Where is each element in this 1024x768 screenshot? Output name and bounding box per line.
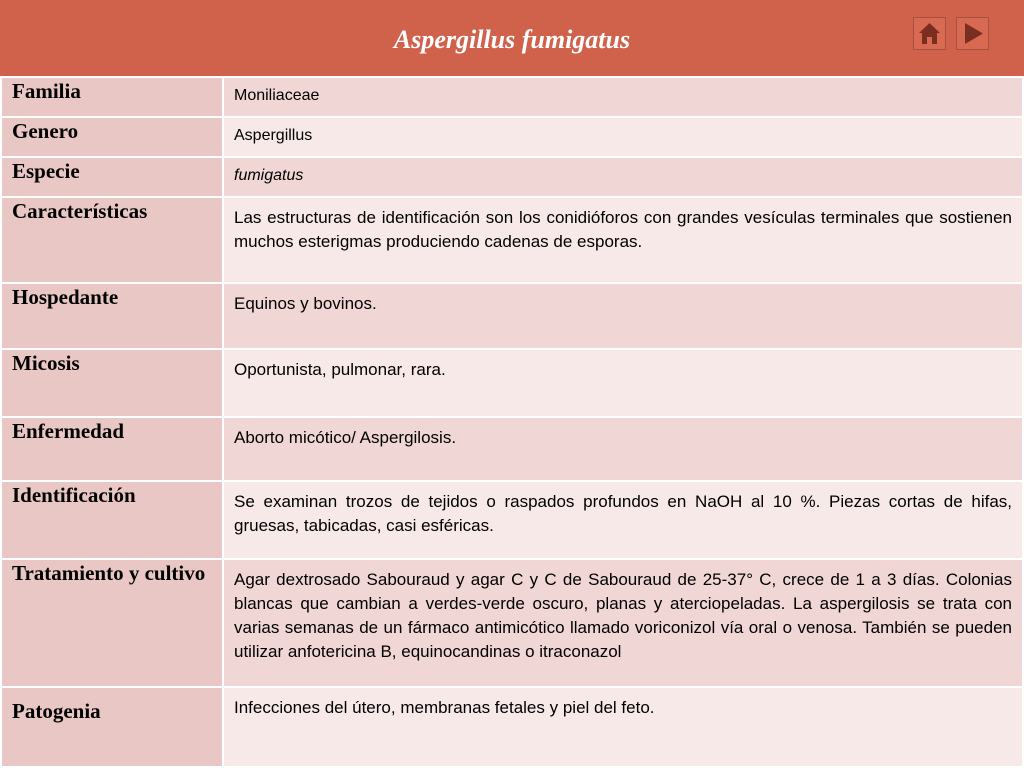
table-row <box>1 283 1023 349</box>
table-row <box>1 687 1023 767</box>
page-title: Aspergillus fumigatus <box>393 25 631 54</box>
row-value: fumigatus <box>223 157 1023 197</box>
row-value: Las estructuras de identificación son los conidióforos con grandes vesículas terminales que sostienen muchos esterigmas produciendo cadenas de esporas. <box>223 197 1023 283</box>
row-value: Aborto micótico/ Aspergilosis. <box>223 417 1023 481</box>
table-row <box>1 417 1023 481</box>
table-row <box>1 349 1023 417</box>
table-row <box>1 559 1023 687</box>
row-label: Familia <box>1 77 223 117</box>
row-label: Especie <box>1 157 223 197</box>
row-label: Micosis <box>1 349 223 417</box>
row-value: Infecciones del útero, membranas fetales y piel del feto. <box>223 687 1023 767</box>
table-row <box>1 481 1023 559</box>
row-label: Tratamiento y cultivo <box>1 559 223 687</box>
info-table <box>0 76 1024 768</box>
play-arrow-icon <box>957 18 988 49</box>
home-button[interactable] <box>913 17 946 50</box>
row-label: Características <box>1 197 223 283</box>
table-row <box>1 157 1023 197</box>
home-icon <box>914 18 945 49</box>
row-value: Agar dextrosado Sabouraud y agar C y C de Sabouraud de 25-37° C, crece de 1 a 3 días. Colonias blancas que cambian a verdes-verde oscuro, planas y aterciopeladas. La aspergilosis se trata con varias semanas de un fármaco antimicótico llamado voriconizol vía oral o venosa. También se pueden utilizar anfotericina B, equinocandinas o itraconazol <box>223 559 1023 687</box>
row-value: Moniliaceae <box>223 77 1023 117</box>
row-label: Identificación <box>1 481 223 559</box>
table-row <box>1 197 1023 283</box>
table-row <box>1 77 1023 117</box>
row-value: Oportunista, pulmonar, rara. <box>223 349 1023 417</box>
row-value: Se examinan trozos de tejidos o raspados profundos en NaOH al 10 %. Piezas cortas de hifas, gruesas, tabicadas, casi esféricas. <box>223 481 1023 559</box>
row-value: Aspergillus <box>223 117 1023 157</box>
next-button[interactable] <box>956 17 989 50</box>
row-label: Genero <box>1 117 223 157</box>
table-row <box>1 117 1023 157</box>
row-label: Hospedante <box>1 283 223 349</box>
row-label: Patogenia <box>1 687 223 767</box>
row-value: Equinos y bovinos. <box>223 283 1023 349</box>
row-label: Enfermedad <box>1 417 223 481</box>
